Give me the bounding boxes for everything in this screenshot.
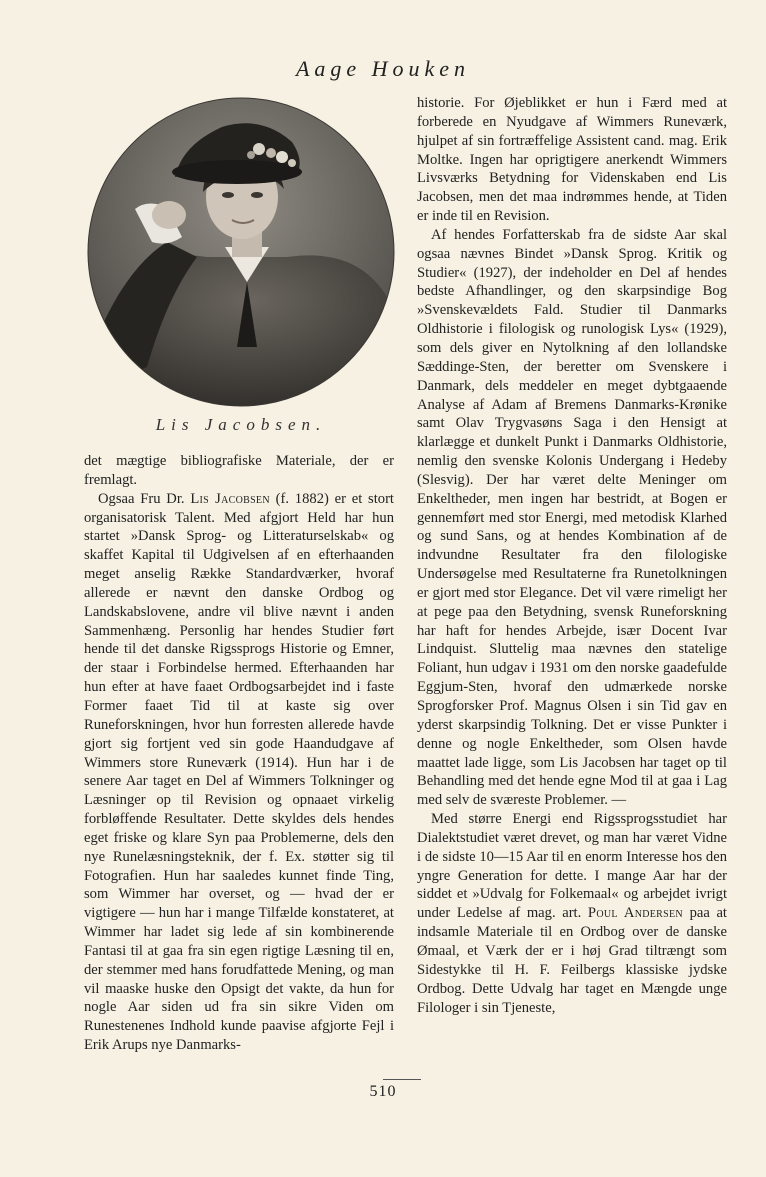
figure-caption: Lis Jacobsen. bbox=[155, 415, 327, 434]
right-column bbox=[417, 94, 727, 1017]
page-number: 510 bbox=[369, 1083, 397, 1100]
left-column bbox=[84, 452, 394, 1055]
paragraph: Ogsaa Fru Dr. Lis Jacobsen (f. 1882) er et stort organisatorisk Talent. Med afgjort Held har hun startet »Dansk Sprog- og Litteraturselskab« og skaffet Kapital til Udgivelsen af en efterhaanden meget anselig Række Standardværker, hvoraf allerede er nævnt den danske Ordbog og Landskabslovene, andre vil blive nævnt i anden Sammenhæng. Personlig har hendes Studier ført hende til det danske Rigssprogs Historie og Emner, der staar i Forbindelse hermed. Efterhaanden har hun efter at have faaet Ordbogsarbejdet ind i faste Former faaet Tid til at kaste sig over Runeforskningen, hvor hun forresten allerede havde gjort sig fortjent ved sin gode Haandudgave af Wimmers store Runeværk (1914). Hun har i de senere Aar taget en Del af Wimmers Tolkninger og Læsninger op til Revision og opnaaet virkelig forbløffende Resultater. Dette skyldes dels hendes eget friske og klare Syn paa Problemerne, dels den nye Runelæsningsteknik, der f. Ex. støtter sig til Fotografien. Hun har saaledes kunnet finde Ting, som Wimmer har overset, og — hvad der er vigtigere — hun har i mange Tilfælde konstateret, at Wimmer har ladet sig lede af sin kombinerende Fantasi til at gaa fra sin egen rigtige Læsning til en, der stemmer med hans forudfattede Mening, og man vil maaske huske den Opsigt det vakte, da hun for nogle Aar siden ud fra sin sikre Viden om Runestenenes Indhold kunde paavise afgjorte Fejl i Erik Arups nye Danmarks- bbox=[84, 490, 394, 1054]
paragraph: historie. For Øjeblikket er hun i Færd med at forberede en Nyudgave af Wimmers Runeværk, hjulpet af sin fortræffelige Assistent cand. mag. Erik Moltke. Ingen har oprigtigere anerkendt Wimmers Livsværks Betydning for Videnskaben end Lis Jacobsen, men det maa indrømmes hende, at Tiden er inde til en Revision. bbox=[417, 95, 727, 225]
portrait-image bbox=[87, 97, 395, 407]
footer-rule bbox=[383, 1079, 421, 1080]
person-name: Poul Andersen bbox=[587, 905, 683, 922]
portrait-photo bbox=[87, 97, 395, 407]
paragraph: Med større Energi end Rigssprogsstudiet har Dialektstudiet været drevet, og man har været Vidne i de sidste 10—15 Aar til en enorm Interesse hos den yngre Generation for dette. I mange Aar har der siddet et »Udvalg for Folkemaal« og arbejdet ivrigt under Ledelse af mag. art. Poul Andersen paa at indsamle Materiale til en Ordbog over de danske Ømaal, et Værk der er i høj Grad tiltrængt som Sidestykke til H. F. Feilbergs klassiske jydske Ordbog. Dette Udvalg har taget en Mængde unge Filologer i sin Tjeneste, bbox=[417, 811, 727, 1016]
paragraph: det mægtige bibliografiske Materiale, der er fremlagt. bbox=[84, 453, 394, 488]
person-name: Lis Jacobsen bbox=[190, 490, 270, 507]
running-header: Aage Houken bbox=[295, 56, 471, 81]
paragraph: Af hendes Forfatterskab fra de sidste Aar skal ogsaa nævnes Bindet »Dansk Sprog. Kritik og Studier« (1927), der indeholder en Del af hendes bedste Afhandlinger, og den skarpsindige Bog »Svenskevældets Fald. Studier til Danmarks Oldhistorie i filologisk og runologisk Lys« (1929), som dels giver en Nytolkning af den lollandske Sæddinge-Sten, der beretter om Svenskere i Danmark, dels meddeler en meget dybtgaaende Analyse af Adam af Bremens Danmarks-Krønike samt Olav Trygvasøns Saga i den Hensigt at klarlægge et dunkelt Punkt i Danmarks Oldhistorie, nemlig den svenske Kolonis Undergang i Hedeby (Slesvig). Der har været delte Meninger om Enkeltheder, men ingen har bestridt, at Bogen er gennemført med stor Energi, med metodisk Klarhed og sund Sans, og at hendes Kombination af de indvundne Resultater fra den filologiske Undersøgelse med Resultaterne fra Runetolkningen er gjort med stor Elegance. Det vil være rimeligt her at pege paa den Betydning, svensk Runeforskning har haft for hendes Arbejde, især Docent Ivar Lindquist. Sluttelig maa nævnes den statelige Foliant, hun udgav i 1931 om den norske gaadefulde Eggjum-Sten, hvoraf den udmærkede norske Sprogforsker Prof. Magnus Olsen i sin Tid gav en yderst skarpsindig Tolkning. Det er visse Punkter i denne og nogle Enkeltheder, som Olsen havde maattet lade ligge, som Lis Jacobsen har taget op til Behandling med det hende egne Mod til at gaa i Lag med selv de sværeste Problemer. — bbox=[417, 226, 727, 809]
